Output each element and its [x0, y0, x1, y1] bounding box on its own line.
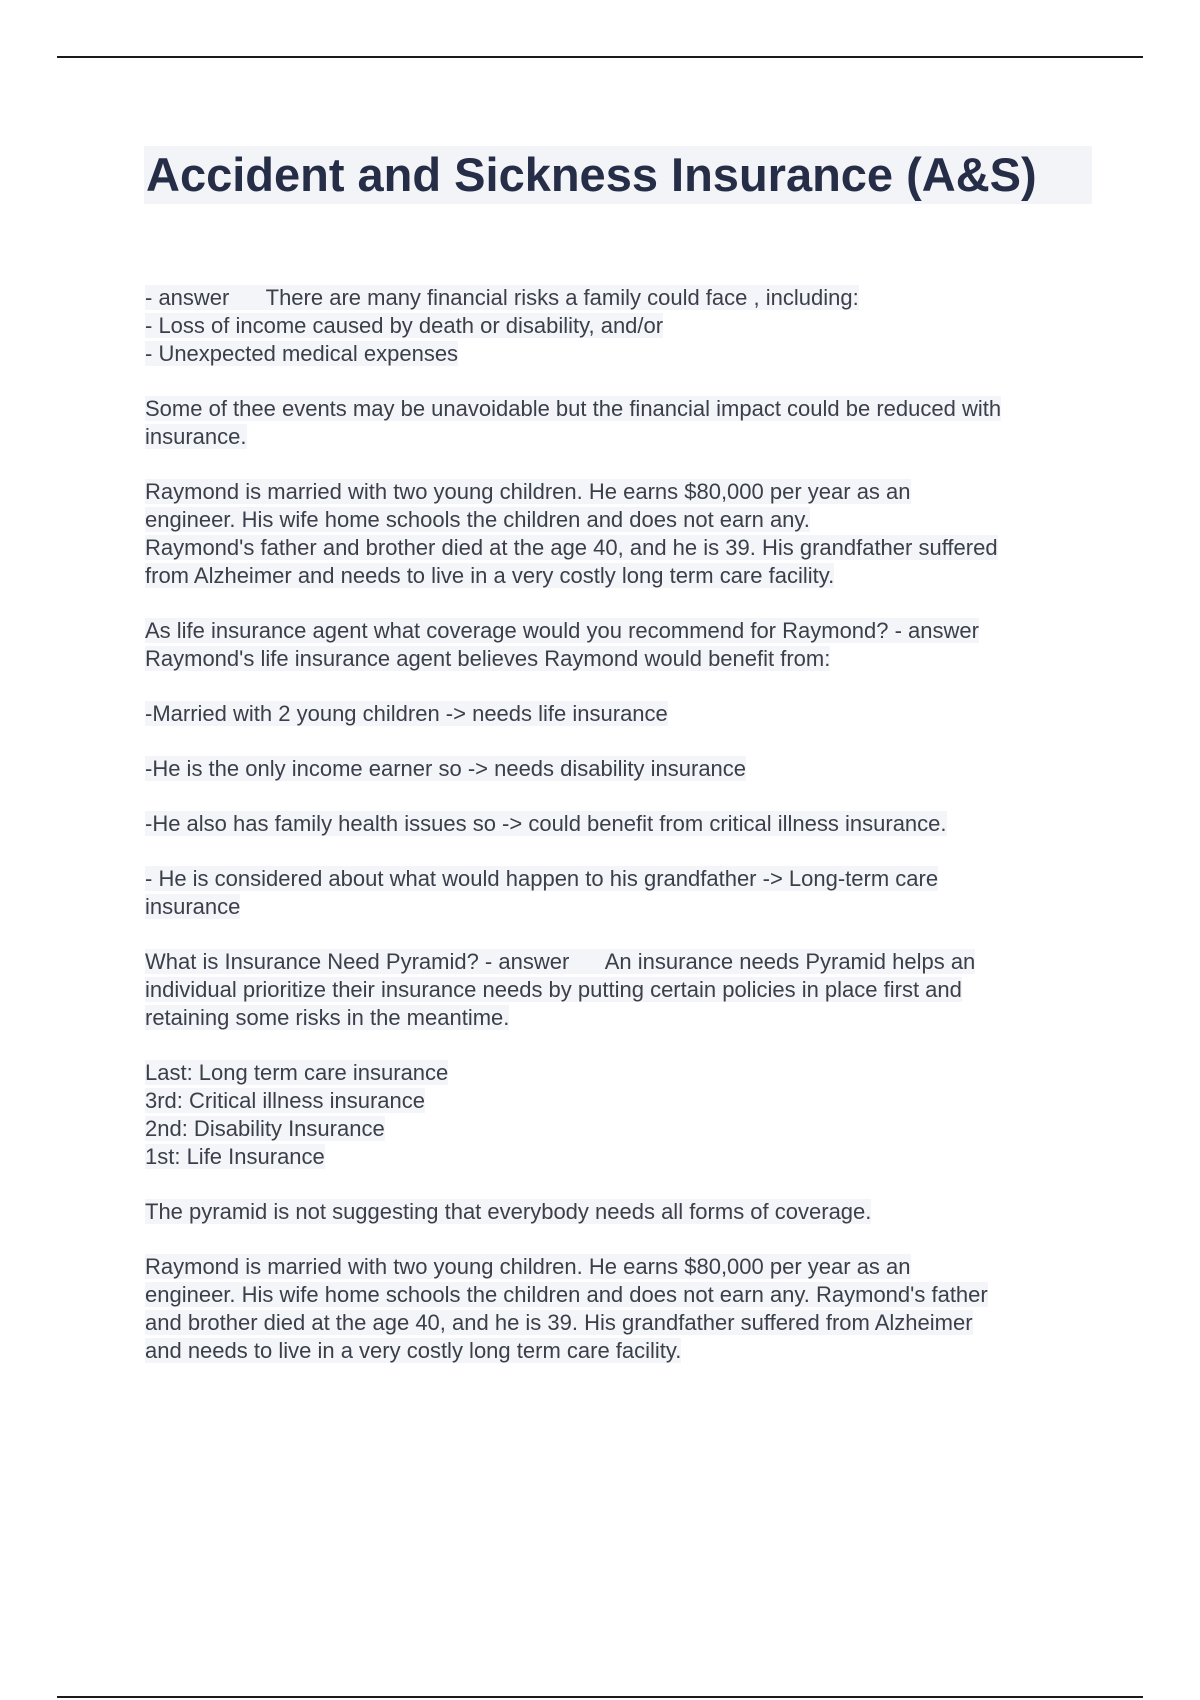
text-line: insurance [145, 894, 241, 919]
top-rule [57, 56, 1143, 58]
text-line: Raymond's father and brother died at the age 40, and he is 39. His grandfather suffered [145, 535, 998, 560]
text-line: and brother died at the age 40, and he is 39. His grandfather suffered from Alzheimer [145, 1310, 973, 1335]
paragraph [145, 617, 1090, 673]
paragraph [145, 948, 1090, 1032]
text-line: 3rd: Critical illness insurance [145, 1088, 425, 1113]
text-line: What is Insurance Need Pyramid? - answer An insurance needs Pyramid helps an [145, 949, 976, 974]
text-line: -He also has family health issues so -> could benefit from critical illness insurance. [145, 811, 947, 836]
text-line: engineer. His wife home schools the children and does not earn any. [145, 507, 810, 532]
document-body [145, 284, 1090, 1392]
paragraph [145, 810, 1090, 838]
text-line: Raymond is married with two young children. He earns $80,000 per year as an [145, 1254, 911, 1279]
text-line: - He is considered about what would happen to his grandfather -> Long-term care [145, 866, 939, 891]
text-line: insurance. [145, 424, 247, 449]
paragraph [145, 395, 1090, 451]
text-line: As life insurance agent what coverage would you recommend for Raymond? - answer [145, 618, 979, 643]
text-line: The pyramid is not suggesting that everybody needs all forms of coverage. [145, 1199, 872, 1224]
page-title: Accident and Sickness Insurance (A&S) [144, 146, 1092, 204]
text-line: Raymond's life insurance agent believes Raymond would benefit from: [145, 646, 831, 671]
paragraph [145, 1059, 1090, 1171]
text-line: -He is the only income earner so -> needs disability insurance [145, 756, 747, 781]
text-line: -Married with 2 young children -> needs life insurance [145, 701, 668, 726]
text-line: and needs to live in a very costly long term care facility. [145, 1338, 682, 1363]
paragraph [145, 865, 1090, 921]
bottom-rule [57, 1696, 1143, 1698]
text-line: Last: Long term care insurance [145, 1060, 449, 1085]
text-line: - answer There are many financial risks a family could face , including: [145, 285, 859, 310]
text-line: individual prioritize their insurance needs by putting certain policies in place first and [145, 977, 962, 1002]
paragraph [145, 1253, 1090, 1365]
text-line: - Unexpected medical expenses [145, 341, 459, 366]
text-line: 2nd: Disability Insurance [145, 1116, 385, 1141]
text-line: 1st: Life Insurance [145, 1144, 325, 1169]
text-line: Raymond is married with two young children. He earns $80,000 per year as an [145, 479, 911, 504]
text-line: - Loss of income caused by death or disability, and/or [145, 313, 664, 338]
text-line: from Alzheimer and needs to live in a very costly long term care facility. [145, 563, 835, 588]
paragraph [145, 755, 1090, 783]
text-line: Some of thee events may be unavoidable but the financial impact could be reduced with [145, 396, 1002, 421]
paragraph [145, 478, 1090, 590]
paragraph [145, 1198, 1090, 1226]
text-line: retaining some risks in the meantime. [145, 1005, 510, 1030]
paragraph [145, 284, 1090, 368]
paragraph [145, 700, 1090, 728]
text-line: engineer. His wife home schools the children and does not earn any. Raymond's father [145, 1282, 988, 1307]
